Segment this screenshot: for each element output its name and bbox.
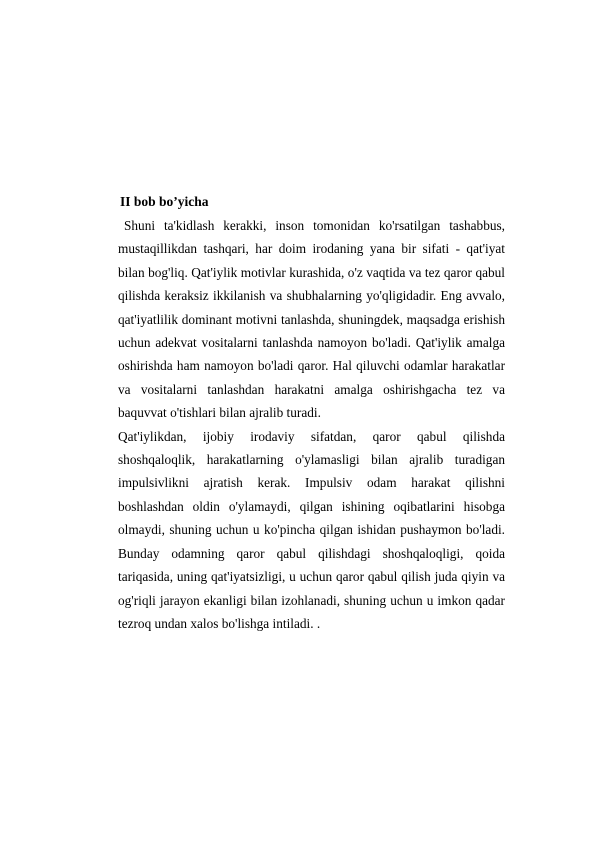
document-content: [118, 192, 504, 635]
section-heading: II bob bo’yicha: [120, 194, 209, 209]
paragraph-2-text: Qat'iylikdan, ijobiy irodaviy sifatdan, qaror qabul qilishda shoshqaloqlik, harakatlarning o'ylamasligi bilan ajralib turadigan impulsivlikni ajratish kerak. Impulsiv odam harakat qilishni boshlashdan oldin o'ylamaydi, qilgan ishining oqibatlarini hisobga olmaydi, shuning uchun u ko'pincha qilgan ishidan pushaymon bo'ladi. Bunday odamning qaror qabul qilishdagi shoshqaloqligi, qoida tariqasida, uning qat'iyatsizligi, u uchun qaror qabul qilish juda qiyin va og'riqli jarayon ekanligi bilan izohlanadi, shuning uchun u imkon qadar tezroq undan xalos bo'lishga intiladi. .: [118, 428, 505, 631]
paragraph-1: [118, 214, 505, 425]
paragraph-1-text: Shuni ta'kidlash kerakki, inson tomonidan ko'rsatilgan tashabbus, mustaqillikdan tashqari, har doim irodaning yana bir sifati - qat'iyat bilan bog'liq. Qat'iylik motivlar kurashida, o'z vaqtida va tez qaror qabul qilishda keraksiz ikkilanish va shubhalarning yo'qligidadir. Eng avvalo, qat'iyatlilik dominant motivni tanlashda, shuningdek, maqsadga erishish uchun adekvat vositalarni tanlashda namoyon bo'ladi. Qat'iylik amalga oshirishda ham namoyon bo'ladi qaror. Hal qiluvchi odamlar harakatlar va vositalarni tanlashdan harakatni amalga oshirishgacha tez va baquvvat o'tishlari bilan ajralib turadi.: [118, 218, 505, 421]
paragraph-2: [118, 425, 505, 636]
